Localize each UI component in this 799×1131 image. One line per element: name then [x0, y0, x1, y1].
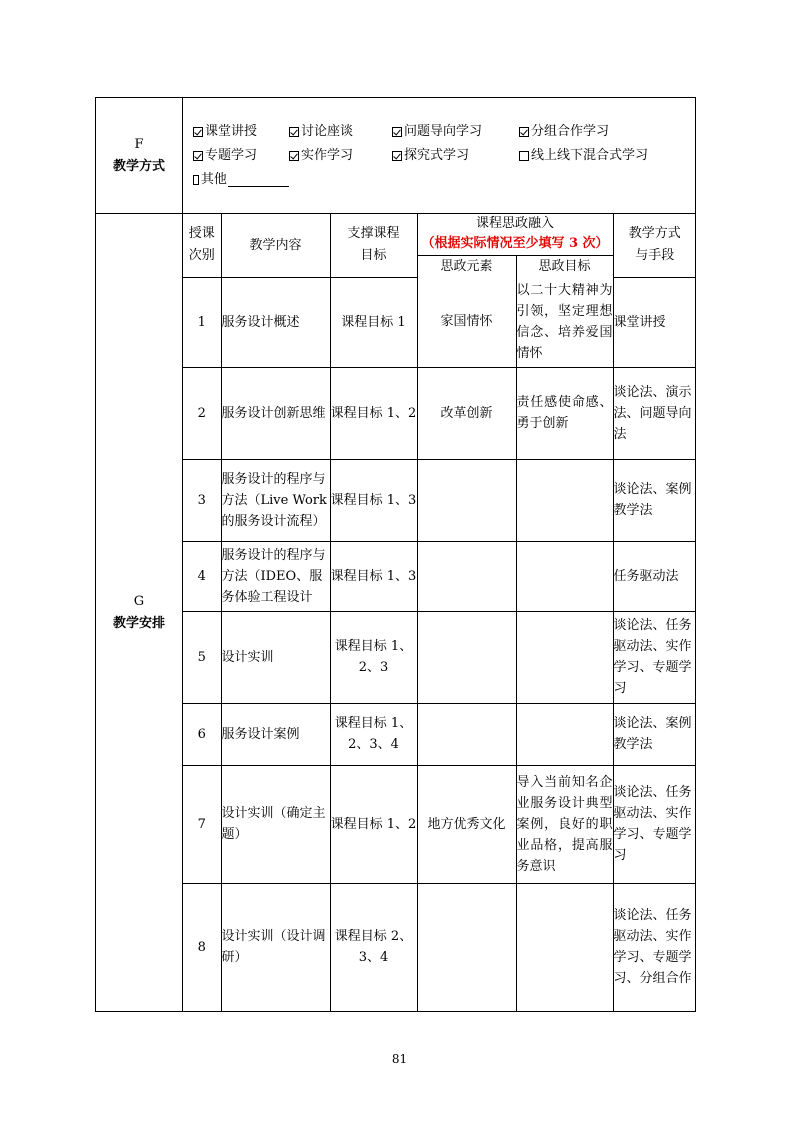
session-number: 5	[183, 611, 221, 703]
header-ideology	[417, 214, 613, 255]
supporting-objective: 课程目标 1、2	[330, 765, 417, 883]
method-label: 探究式学习	[404, 147, 470, 163]
other-blank-line[interactable]	[228, 172, 289, 187]
session-number: 1	[183, 277, 221, 367]
teaching-content: 设计实训（确定主题）	[221, 765, 330, 883]
ideology-goal: 以二十大精神为引领，坚定理想信念、培养爱国情怀	[516, 277, 613, 367]
teaching-content: 服务设计的程序与方法（IDEO、服务体验工程设计	[221, 541, 330, 611]
teaching-content: 设计实训	[221, 611, 330, 703]
ideology-goal	[516, 883, 613, 1011]
ideology-element: 家国情怀	[417, 277, 516, 367]
table-row	[183, 459, 696, 541]
ideology-goal	[516, 459, 613, 541]
section-g-title: 教学安排	[112, 615, 165, 631]
ideology-goal	[516, 703, 613, 765]
page-number: 81	[391, 1052, 408, 1066]
header-element: 思政元素	[417, 255, 516, 277]
table-row	[183, 883, 696, 1011]
session-number: 4	[183, 541, 221, 611]
supporting-objective: 课程目标 1	[330, 277, 417, 367]
schedule-table	[183, 214, 696, 1011]
supporting-objective: 课程目标 1、2	[330, 367, 417, 459]
ideology-goal: 导入当前知名企业服务设计典型案例，良好的职业品格，提高服务意识	[516, 765, 613, 883]
session-number: 3	[183, 459, 221, 541]
ideology-element: 改革创新	[417, 367, 516, 459]
checkbox-icon[interactable]	[193, 127, 203, 137]
teaching-content: 服务设计概述	[221, 277, 330, 367]
ideology-goal	[516, 611, 613, 703]
checkbox-icon[interactable]	[392, 151, 402, 161]
method-option-6[interactable]	[289, 146, 392, 166]
method-label: 实作学习	[301, 147, 354, 163]
method-label: 课堂讲授	[205, 123, 258, 139]
section-f-row	[96, 98, 696, 214]
teaching-method: 课堂讲授	[613, 277, 696, 367]
section-g-letter: G	[133, 593, 145, 609]
teaching-content: 服务设计的程序与方法（Live Work 的服务设计流程）	[221, 459, 330, 541]
checkbox-icon[interactable]	[519, 151, 529, 161]
method-option-7[interactable]	[392, 146, 519, 166]
header-ideology-title: 课程思政融入	[476, 216, 555, 232]
ideology-element	[417, 611, 516, 703]
supporting-objective: 课程目标 1、3	[330, 459, 417, 541]
checkbox-icon[interactable]	[193, 175, 199, 185]
checkbox-icon[interactable]	[519, 127, 529, 137]
header-ideology-note: （根据实际情况至少填写 3 次）	[421, 236, 609, 252]
header-objective: 支撑课程目标	[330, 214, 417, 277]
section-g-label	[96, 214, 183, 1012]
teaching-method: 谈论法、任务驱动法、实作学习、专题学习	[613, 765, 696, 883]
teaching-methods	[183, 98, 696, 214]
section-f-label	[96, 98, 183, 214]
other-label: 其他	[200, 171, 227, 187]
table-row	[183, 367, 696, 459]
method-label: 分组合作学习	[531, 123, 610, 139]
teaching-method: 谈论法、案例教学法	[613, 459, 696, 541]
table-row	[183, 765, 696, 883]
method-label: 讨论座谈	[301, 123, 354, 139]
teaching-content: 设计实训（设计调研）	[221, 883, 330, 1011]
ideology-element	[417, 459, 516, 541]
table-row	[183, 277, 696, 367]
teaching-content: 服务设计创新思维	[221, 367, 330, 459]
supporting-objective: 课程目标 1、3	[330, 541, 417, 611]
teaching-content: 服务设计案例	[221, 703, 330, 765]
checkbox-icon[interactable]	[289, 151, 299, 161]
method-option-other[interactable]	[193, 170, 289, 190]
ideology-element	[417, 703, 516, 765]
teaching-method: 谈论法、任务驱动法、实作学习、专题学习	[613, 611, 696, 703]
method-option-4[interactable]	[519, 122, 659, 142]
teaching-method: 任务驱动法	[613, 541, 696, 611]
supporting-objective: 课程目标 1、2、3、4	[330, 703, 417, 765]
session-number: 8	[183, 883, 221, 1011]
method-option-2[interactable]	[289, 122, 392, 142]
method-option-5[interactable]	[193, 146, 289, 166]
ideology-goal: 责任感使命感、勇于创新	[516, 367, 613, 459]
course-table	[95, 97, 696, 1012]
method-label: 专题学习	[205, 147, 258, 163]
schedule-cell	[183, 214, 696, 1012]
method-option-3[interactable]	[392, 122, 519, 142]
method-option-1[interactable]	[193, 122, 289, 142]
checkbox-icon[interactable]	[193, 151, 203, 161]
checkbox-icon[interactable]	[392, 127, 402, 137]
header-goal: 思政目标	[516, 255, 613, 277]
ideology-element	[417, 883, 516, 1011]
table-row	[183, 703, 696, 765]
schedule-rows	[183, 277, 696, 1011]
teaching-method: 谈论法、任务驱动法、实作学习、专题学习、分组合作	[613, 883, 696, 1011]
ideology-goal	[516, 541, 613, 611]
method-option-8[interactable]	[519, 146, 659, 166]
teaching-methods-grid	[193, 122, 685, 190]
method-label: 问题导向学习	[404, 123, 483, 139]
method-label: 线上线下混合式学习	[531, 147, 649, 163]
session-number: 2	[183, 367, 221, 459]
header-session: 授课次别	[183, 214, 221, 277]
header-content: 教学内容	[221, 214, 330, 277]
ideology-element: 地方优秀文化	[417, 765, 516, 883]
supporting-objective: 课程目标 1、2、3	[330, 611, 417, 703]
ideology-element	[417, 541, 516, 611]
header-method: 教学方式与手段	[613, 214, 696, 277]
session-number: 7	[183, 765, 221, 883]
checkbox-icon[interactable]	[289, 127, 299, 137]
teaching-method: 谈论法、演示法、问题导向法	[613, 367, 696, 459]
table-row	[183, 611, 696, 703]
teaching-method: 谈论法、案例教学法	[613, 703, 696, 765]
section-f-title: 教学方式	[112, 158, 165, 174]
supporting-objective: 课程目标 2、3、4	[330, 883, 417, 1011]
section-f-letter: F	[134, 136, 144, 152]
table-row	[183, 541, 696, 611]
section-g-row	[96, 214, 696, 1012]
header-row-1	[183, 214, 696, 255]
session-number: 6	[183, 703, 221, 765]
